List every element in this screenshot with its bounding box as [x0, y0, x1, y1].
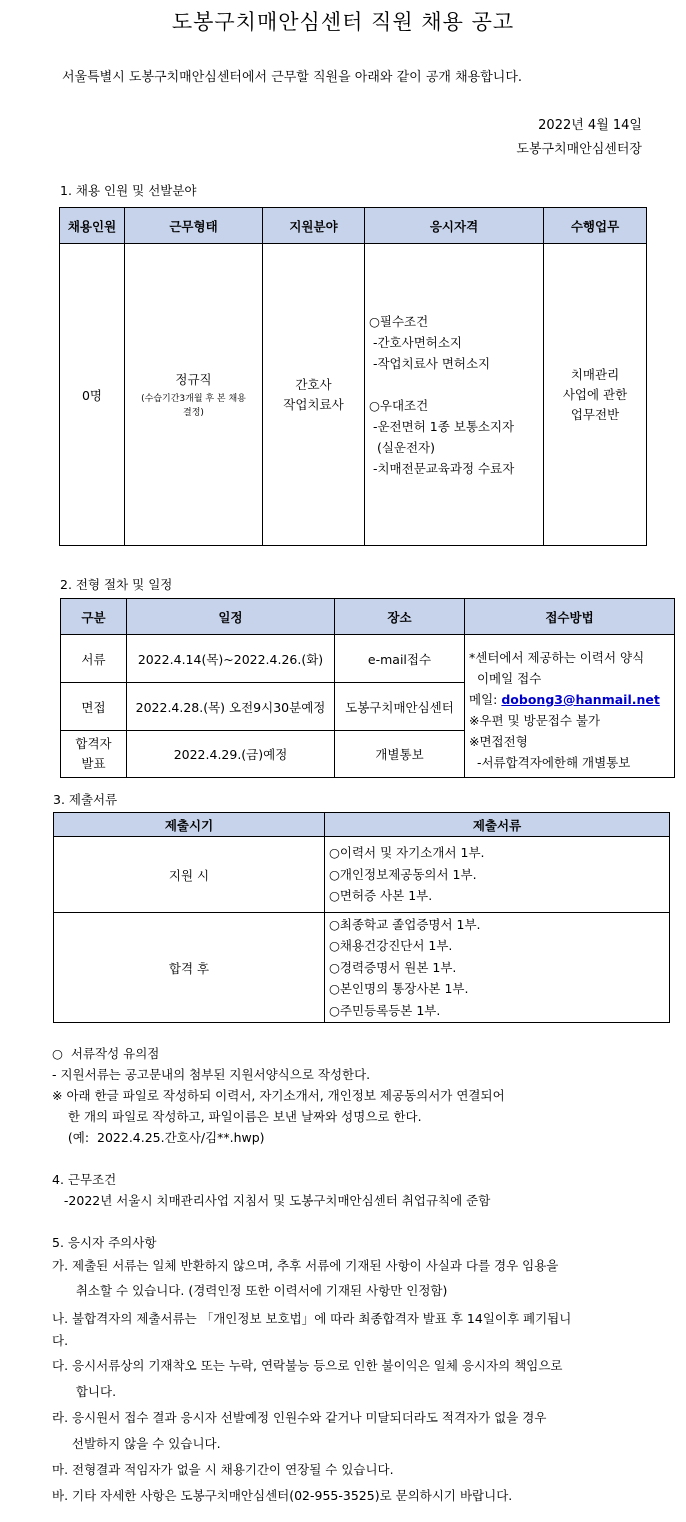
docs-cell: [325, 837, 670, 913]
section3-heading: 3. 제출서류: [53, 792, 118, 807]
caution-line: 다.: [52, 1333, 69, 1348]
caution-line: 다. 응시서류상의 기재착오 또는 누락, 연락불능 등으로 인한 불이익은 일체 응시자의 책임으로: [52, 1358, 563, 1373]
section5-heading: 5. 응시자 주의사항: [52, 1235, 157, 1250]
stage-cell: 면접: [61, 683, 127, 731]
header-duties: 수행업무: [544, 208, 647, 244]
doc-item: ○본인명의 통장사본 1부.: [329, 981, 469, 997]
duty-line: 치매관리: [570, 366, 620, 382]
section4-heading: 4. 근무조건: [52, 1172, 117, 1187]
stage-cell: 서류: [61, 635, 127, 683]
when-cell: 합격 후: [54, 913, 325, 1023]
method-line: ※면접전형: [469, 734, 528, 749]
section1-heading: 1. 채용 인원 및 선발분야: [60, 183, 197, 198]
caution-line: 마. 전형결과 적임자가 없을 시 채용기간이 연장될 수 있습니다.: [52, 1462, 394, 1477]
schedule-cell: 2022.4.28.(목) 오전9시30분예정: [127, 683, 335, 731]
email-link[interactable]: dobong3@hanmail.net: [501, 692, 660, 707]
field-ot: 작업치료사: [283, 396, 344, 412]
cell-count: 0명: [60, 244, 125, 546]
note-line: ○ 서류작성 유의점: [52, 1046, 160, 1061]
cell-duties: [544, 244, 647, 546]
qual-line: (실운전자): [369, 439, 436, 455]
place-cell: e-mail접수: [335, 635, 465, 683]
qual-line: ○필수조건: [369, 313, 429, 329]
note-line: ※ 아래 한글 파일로 작성하되 이력서, 자기소개서, 개인정보 제공동의서가 연결되어: [52, 1088, 505, 1103]
type-main: 정규직: [175, 371, 212, 387]
doc-item: ○채용건강진단서 1부.: [329, 938, 453, 954]
section2-heading: 2. 전형 절차 및 일정: [60, 577, 173, 592]
caution-line: 라. 응시원서 접수 결과 응시자 선발예정 인원수와 같거나 미달되더라도 적격자가 없을 경우: [52, 1410, 547, 1425]
qual-line: ○우대조건: [369, 397, 429, 413]
header-stage: 구분: [61, 599, 127, 635]
when-cell: 지원 시: [54, 837, 325, 913]
note-line: - 지원서류는 공고문내의 첨부된 지원서양식으로 작성한다.: [52, 1067, 371, 1082]
table-row: [54, 913, 670, 1023]
caution-line: 취소할 수 있습니다. (경력인정 또한 이력서에 기재된 사항만 인정함): [52, 1283, 448, 1298]
header-docs: 제출서류: [325, 813, 670, 837]
method-line: *센터에서 제공하는 이력서 양식: [469, 650, 645, 665]
doc-item: ○개인정보제공동의서 1부.: [329, 866, 477, 882]
qual-line: -간호사면허소지: [369, 334, 463, 350]
doc-item: ○최종학교 졸업증명서 1부.: [329, 916, 481, 932]
header-type: 근무형태: [125, 208, 263, 244]
header-qualification: 응시자격: [365, 208, 544, 244]
method-line: -서류합격자에한해 개별통보: [469, 755, 631, 770]
schedule-cell: 2022.4.29.(금)예정: [127, 731, 335, 778]
place-cell: 개별통보: [335, 731, 465, 778]
caution-line: 합니다.: [52, 1384, 117, 1399]
header-when: 제출시기: [54, 813, 325, 837]
note-line: (예: 2022.4.25.간호사/김**.hwp): [52, 1130, 265, 1145]
header-place: 장소: [335, 599, 465, 635]
email-label: 메일:: [469, 692, 498, 707]
table-row: [61, 635, 675, 683]
cell-qualification: [365, 244, 544, 546]
table-row: [54, 837, 670, 913]
method-email-line: [469, 689, 670, 710]
recruitment-table: [59, 207, 647, 546]
qual-line: -작업치료사 면허소지: [369, 355, 491, 371]
notice-date: 2022년 4월 14일: [538, 118, 642, 133]
note-line: 한 개의 파일로 작성하고, 파일이름은 보낸 날짜와 성명으로 한다.: [52, 1109, 422, 1124]
caution-line: 선발하지 않을 수 있습니다.: [52, 1436, 221, 1451]
page-title: 도봉구치매안심센터 직원 채용 공고: [171, 10, 515, 34]
method-line: ※우편 및 방문접수 불가: [469, 713, 601, 728]
docs-cell: [325, 913, 670, 1023]
doc-item: ○면허증 사본 1부.: [329, 888, 433, 904]
schedule-cell: 2022.4.14(목)~2022.4.26.(화): [127, 635, 335, 683]
cell-field: [263, 244, 365, 546]
header-field: 지원분야: [263, 208, 365, 244]
caution-line: 바. 기타 자세한 사항은 도봉구치매안심센터(02-955-3525)로 문의하시기 바랍니다.: [52, 1488, 513, 1503]
header-count: 채용인원: [60, 208, 125, 244]
header-method: 접수방법: [465, 599, 675, 635]
method-cell: [465, 635, 675, 778]
qual-line: -치매전문교육과정 수료자: [369, 460, 515, 476]
field-nurse: 간호사: [295, 376, 332, 392]
schedule-table: [60, 598, 675, 778]
type-note: (수습기간3개월 후 본 채용 결정): [141, 393, 246, 418]
qual-line: [369, 374, 543, 395]
cell-type: [125, 244, 263, 546]
documents-table: [53, 812, 670, 1023]
section4-text: -2022년 서울시 치매관리사업 지침서 및 도봉구치매안심센터 취업규칙에 준함: [52, 1193, 491, 1208]
caution-line: 가. 제출된 서류는 일체 반환하지 않으며, 추후 서류에 기재된 사항이 사실과 다를 경우 임용을: [52, 1258, 559, 1273]
doc-item: ○경력증명서 원본 1부.: [329, 959, 457, 975]
place-cell: 도봉구치매안심센터: [335, 683, 465, 731]
method-line: 이메일 접수: [469, 671, 542, 686]
stage-cell: 합격자 발표: [61, 731, 127, 778]
doc-item: ○이력서 및 자기소개서 1부.: [329, 845, 485, 861]
duty-line: 업무전반: [570, 406, 620, 422]
caution-line: 나. 불합격자의 제출서류는 「개인정보 보호법」에 따라 최종합격자 발표 후 14일이후 폐기됩니: [52, 1311, 572, 1326]
intro-text: 서울특별시 도봉구치매안심센터에서 근무할 직원을 아래와 같이 공개 채용합니다.: [62, 70, 523, 85]
header-schedule: 일정: [127, 599, 335, 635]
qual-line: -운전면허 1종 보통소지자: [369, 418, 515, 434]
notice-org: 도봉구치매안심센터장: [516, 142, 642, 157]
duty-line: 사업에 관한: [562, 386, 628, 402]
doc-item: ○주민등록등본 1부.: [329, 1002, 441, 1018]
